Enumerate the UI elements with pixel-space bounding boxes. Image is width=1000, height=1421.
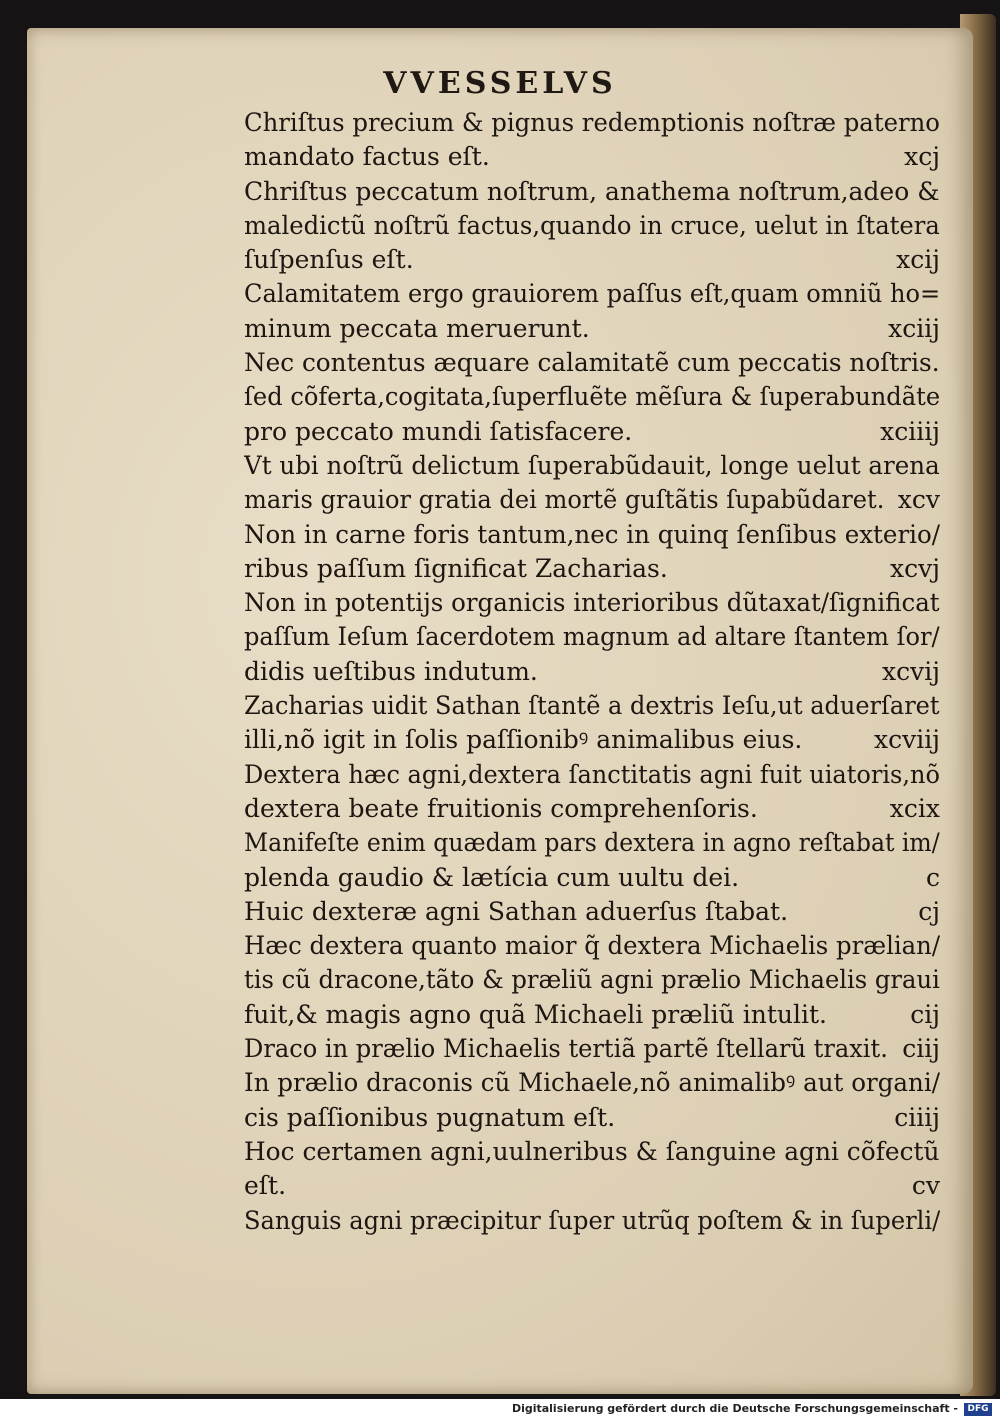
text-line xyxy=(244,243,940,277)
text-line xyxy=(244,1204,940,1238)
line-text: Nec contentus æquare calamitatẽ cum peccatis noſtris. xyxy=(244,348,940,378)
entry-number: xcix xyxy=(889,793,940,823)
text-line xyxy=(244,998,940,1032)
text-line xyxy=(244,861,940,895)
text-line xyxy=(244,895,940,929)
line-text: Chriſtus precium & pignus redemptionis noſtræ paterno xyxy=(244,108,940,137)
entry-number: xcvj xyxy=(890,553,940,583)
line-text: ribus paſſum ſignificat Zacharias. xyxy=(244,553,668,583)
entry-number: xciiij xyxy=(880,416,940,446)
entry-number: cj xyxy=(918,896,940,926)
line-text: Chriſtus peccatum noſtrum, anathema noſtrum,adeo & xyxy=(244,176,940,206)
text-line xyxy=(244,620,940,654)
text-line xyxy=(244,483,940,517)
line-text: Non in carne foris tantum,nec in quinq ſenſibus exterio/ xyxy=(244,519,940,549)
text-line xyxy=(244,655,940,689)
entry-number: xcv xyxy=(897,485,940,515)
entry-number: xciij xyxy=(888,313,940,343)
dfg-logo-icon: DFG xyxy=(964,1403,992,1416)
entry-number: ciiij xyxy=(894,1102,940,1132)
text-line xyxy=(244,689,940,723)
line-text: ſed cõferta,cogitata,ſuperfluẽte mẽſura & ſuperabundãte xyxy=(244,382,940,412)
footer-bar xyxy=(0,1399,1000,1421)
line-text: illi,nõ igit in ſolis paſſionibꝰ animalibus eius. xyxy=(244,725,803,755)
text-line xyxy=(244,415,940,449)
entry-number: c xyxy=(925,862,940,892)
line-text: ſuſpenſus eſt. xyxy=(244,245,414,275)
text-line xyxy=(244,1066,940,1100)
text-line xyxy=(244,929,940,963)
line-text: Dextera hæc agni,dextera ſanctitatis agni fuit uiatoris,nõ xyxy=(244,759,940,789)
text-line xyxy=(244,552,940,586)
line-text: cis paſſionibus pugnatum eſt. xyxy=(244,1102,616,1132)
running-head: VVESSELVS xyxy=(383,66,617,101)
text-line xyxy=(244,826,940,860)
line-text: dextera beate fruitionis comprehenſoris. xyxy=(244,793,758,823)
text-line xyxy=(244,449,940,483)
line-text: Sanguis agni præcipitur ſuper utrũq poſtem & in ſuperli/ xyxy=(244,1205,940,1235)
text-line xyxy=(244,1101,940,1135)
text-line xyxy=(244,792,940,826)
entry-number: ciij xyxy=(902,1034,940,1064)
text-line xyxy=(244,1169,940,1203)
entry-number: xcj xyxy=(904,142,940,172)
entry-number: xcvij xyxy=(882,656,940,686)
text-line xyxy=(244,380,940,414)
line-text: Hoc certamen agni,uulneribus & ſanguine agni cõfectũ xyxy=(244,1136,940,1166)
text-line xyxy=(244,586,940,620)
line-text: plenda gaudio & lætícia cum uultu dei. xyxy=(244,862,740,892)
line-text: pro peccato mundi ſatisfacere. xyxy=(244,416,633,446)
text-line xyxy=(244,277,940,311)
line-text: Hæc dextera quanto maior q̃ dextera Michaelis prælian/ xyxy=(244,931,940,961)
entry-number: cij xyxy=(910,999,940,1029)
line-text: fuit,& magis agno quã Michaeli præliũ intulit. xyxy=(244,999,827,1029)
line-text: mandato factus eſt. xyxy=(244,142,490,172)
text-line xyxy=(244,758,940,792)
line-text: didis ueſtibus indutum. xyxy=(244,656,538,686)
text-line xyxy=(244,346,940,380)
line-text: maledictũ noſtrũ factus,quando in cruce, uelut in ſtatera xyxy=(244,210,940,240)
text-line xyxy=(244,175,940,209)
text-line xyxy=(244,106,940,140)
text-line xyxy=(244,723,940,757)
line-text: tis cũ dracone,tãto & præliũ agni prælio Michaelis graui xyxy=(244,965,940,995)
text-line xyxy=(244,209,940,243)
line-text: Zacharias uidit Sathan ſtantẽ a dextris Ieſu,ut aduerſaret xyxy=(244,691,940,721)
line-text: Vt ubi noſtrũ delictum ſuperabũdauit, longe uelut arena xyxy=(244,450,940,480)
entry-number: xcij xyxy=(896,245,940,275)
index-entries xyxy=(244,106,940,1238)
line-text: eſt. xyxy=(244,1171,287,1201)
line-text: maris grauior gratia dei mortẽ guſtãtis ſupabũdaret. xyxy=(244,485,885,515)
text-line xyxy=(244,963,940,997)
text-line xyxy=(244,1032,940,1066)
line-text: Calamitatem ergo grauiorem paſſus eſt,quam omniũ ho= xyxy=(244,279,940,309)
line-text: Manifeſte enim quædam pars dextera in agno reſtabat im/ xyxy=(244,828,940,858)
footer-credit: Digitalisierung gefördert durch die Deutsche Forschungsgemeinschaft - xyxy=(511,1402,958,1415)
entry-number: cv xyxy=(911,1171,940,1201)
line-text: Huic dexteræ agni Sathan aduerſus ſtabat. xyxy=(244,896,789,926)
book-page xyxy=(27,28,973,1394)
line-text: Draco in prælio Michaelis tertiã partẽ ſtellarũ traxit. xyxy=(244,1034,888,1064)
line-text: Non in potentijs organicis interioribus dũtaxat/ſignificat xyxy=(244,588,940,618)
line-text: minum peccata meruerunt. xyxy=(244,313,590,343)
text-line xyxy=(244,1135,940,1169)
entry-number: xcviij xyxy=(874,725,940,755)
text-line xyxy=(244,312,940,346)
text-line xyxy=(244,140,940,174)
line-text: In prælio draconis cũ Michaele,nõ animalibꝰ aut organi/ xyxy=(244,1068,940,1098)
text-line xyxy=(244,518,940,552)
line-text: paſſum Ieſum ſacerdotem magnum ad altare ſtantem ſor/ xyxy=(244,622,940,652)
